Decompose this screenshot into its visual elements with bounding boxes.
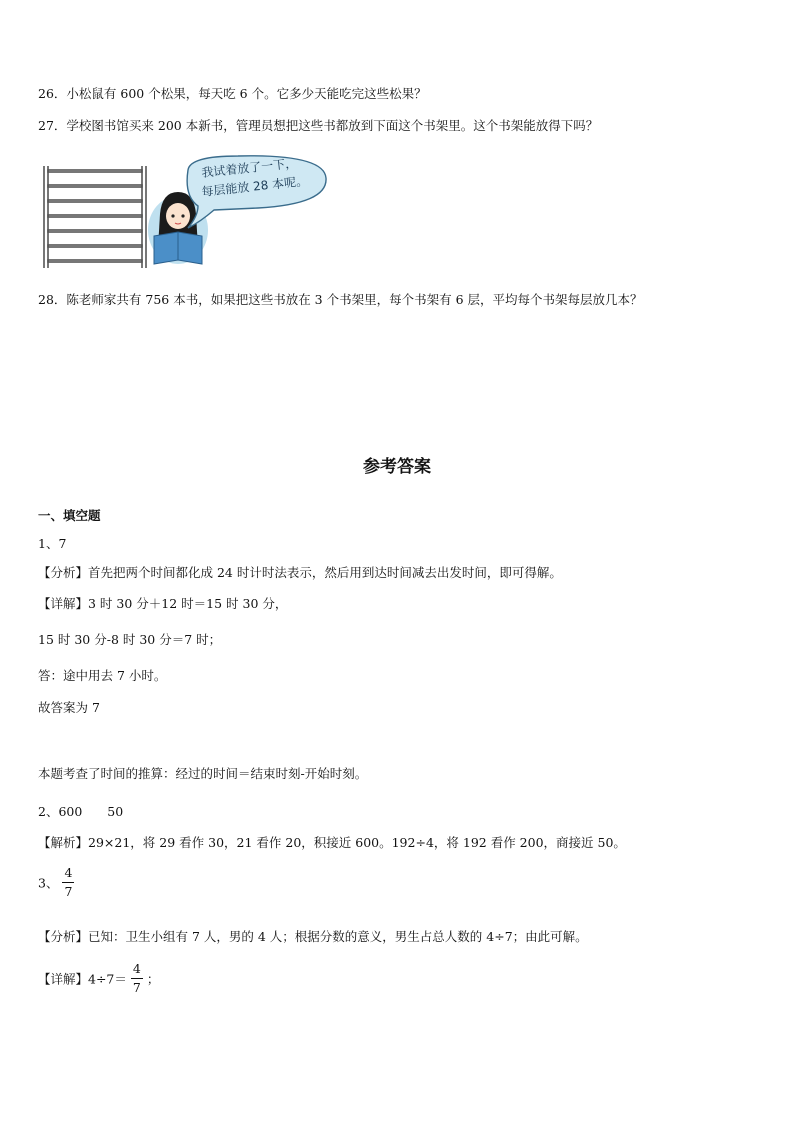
answer-3-detail [38,962,159,995]
answer-3-detail-prefix: 【详解】4÷7＝ [38,971,127,987]
answer-2-explain: 【解析】29×21，将 29 看作 30，21 看作 20，积接近 600。192÷4，将 192 看作 200，商接近 50。 [38,835,626,850]
answer-1-analysis: 【分析】首先把两个时间都化成 24 时计时法表示，然后用到达时间减去出发时间，即可得解。 [38,565,562,580]
answer-1-head: 1、7 [38,536,67,551]
girl-face [166,203,190,229]
bookshelf-illustration [38,152,338,277]
fraction-numerator: 4 [131,962,143,979]
bubble-line-2: 每层能放 28 本呢。 [200,173,309,199]
answer-3-detail-fraction [131,962,143,995]
answer-1-detail-3: 答：途中用去 7 小时。 [38,668,167,683]
question-28: 28．陈老师家共有 756 本书，如果把这些书放在 3 个书架里，每个书架有 6 层，平均每个书架每层放几本？ [38,292,643,307]
section-heading: 一、填空题 [38,508,101,523]
fraction-numerator: 4 [62,866,74,883]
answer-3-fraction [62,866,74,899]
fraction-denominator: 7 [132,980,141,995]
answer-3-head [38,866,78,899]
answer-3-prefix: 3、 [38,875,59,891]
question-26: 26．小松鼠有 600 个松果，每天吃 6 个。它多少天能吃完这些松果？ [38,86,427,101]
answer-1-detail-4: 故答案为 7 [38,700,100,715]
answers-title: 参考答案 [363,457,431,477]
fraction-denominator: 7 [64,884,73,899]
answer-3-detail-suffix: ； [146,971,160,987]
answer-3-analysis: 【分析】已知：卫生小组有 7 人，男的 4 人；根据分数的意义，男生占总人数的 4÷7；由此可解。 [38,929,588,944]
answer-1-detail-1: 【详解】3 时 30 分＋12 时＝15 时 30 分， [38,596,288,611]
answer-1-detail-2: 15 时 30 分-8 时 30 分＝7 时； [38,632,222,647]
bookshelf [44,166,146,268]
answer-2-head: 2、600 50 [38,804,124,819]
bookshelf-girl-image [38,152,338,277]
answer-1-note: 本题考查了时间的推算：经过的时间＝结束时刻-开始时刻。 [38,766,368,781]
bubble-line-1: 我试着放了一下， [200,156,298,180]
question-27: 27．学校图书馆买来 200 本新书，管理员想把这些书都放到下面这个书架里。这个书架能放得下吗？ [38,118,599,133]
